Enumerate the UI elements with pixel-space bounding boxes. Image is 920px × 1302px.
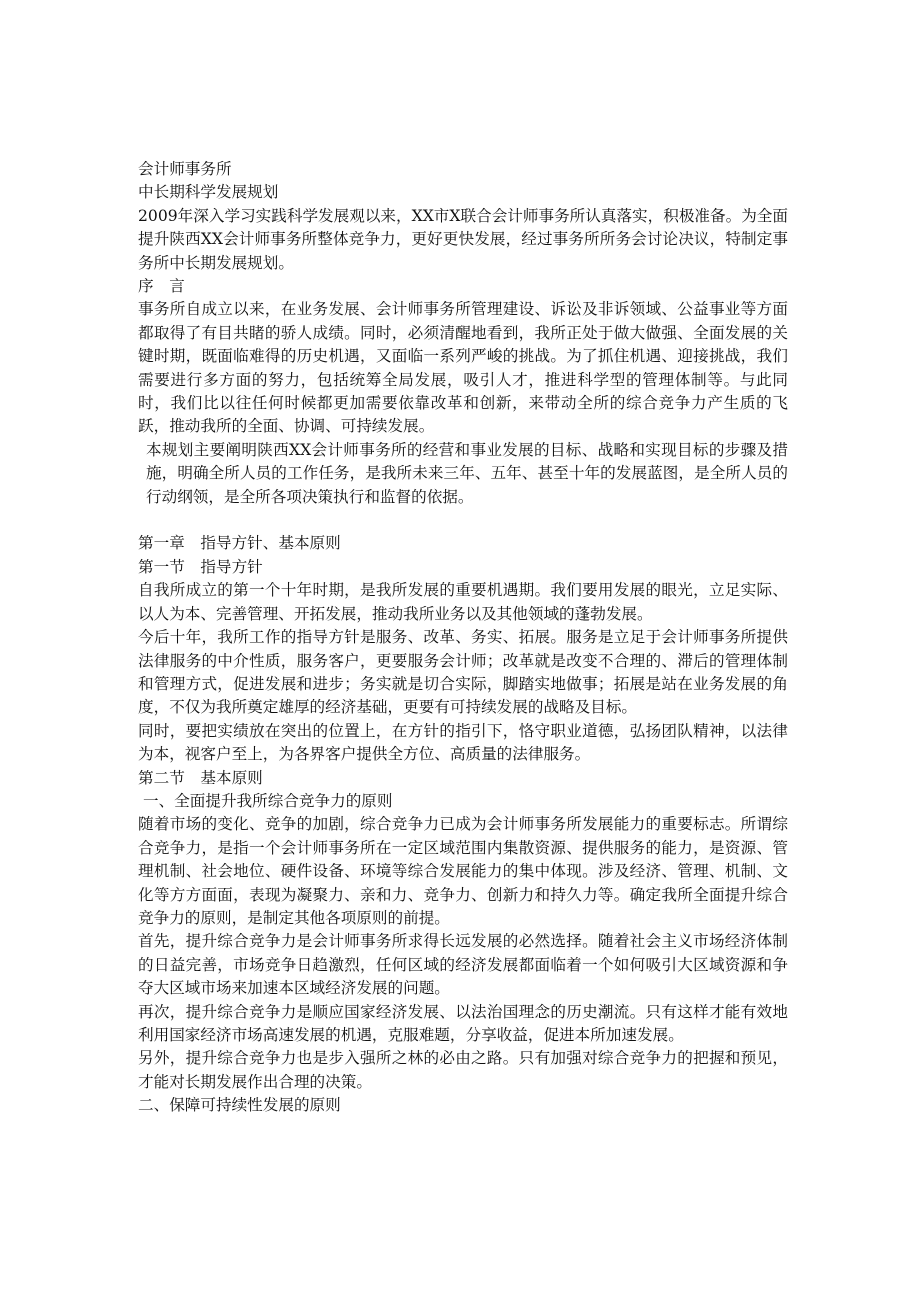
document-title-line2: 中长期科学发展规划 — [138, 183, 279, 202]
blank-line — [138, 509, 788, 532]
section2-heading: 第二节 基本原则 — [138, 768, 263, 787]
section1-heading: 第一节 指导方针 — [138, 557, 263, 576]
chapter1-heading: 第一章 指导方针、基本原则 — [138, 534, 341, 553]
principle2-heading: 二、保障可持续性发展的原则 — [138, 1096, 341, 1115]
section1-paragraph-3: 同时，要把实绩放在突出的位置上，在方针的指引下，恪守职业道德，弘扬团队精神，以法律为本，视客户至上，为各界客户提供全方位、高质量的法律服务。 — [138, 721, 788, 764]
document-page — [138, 158, 788, 1118]
principle1-heading: 一、全面提升我所综合竞争力的原则 — [138, 791, 393, 810]
principle1-paragraph-2: 首先，提升综合竞争力是会计师事务所求得长远发展的必然选择。随着社会主义市场经济体制的日益完善，市场竞争日趋激烈，任何区域的经济发展都面临着一个如何吸引大区域资源和争夺大区域市场来加速本区域经济发展的问题。 — [138, 932, 788, 998]
principle1-paragraph-1: 随着市场的变化、竞争的加剧，综合竞争力已成为会计师事务所发展能力的重要标志。所谓综合竞争力，是指一个会计师事务所在一定区域范围内集散资源、提供服务的能力，是资源、管理机制、社会地位、硬件设备、环境等综合发展能力的集中体现。涉及经济、管理、机制、文化等方方面面，表现为凝聚力、亲和力、竞争力、创新力和持久力等。确定我所全面提升综合竞争力的原则，是制定其他各项原则的前提。 — [138, 815, 788, 927]
document-title-line1: 会计师事务所 — [138, 160, 232, 178]
intro-paragraph: 2009年深入学习实践科学发展观以来，XX市X联合会计师事务所认真落实，积极准备。为全面提升陕西XX会计师事务所整体竞争力，更好更快发展，经过事务所所务会讨论决议，特制定事务所中长期发展规划。 — [138, 206, 788, 272]
section1-paragraph-2: 今后十年，我所工作的指导方针是服务、改革、务实、拓展。服务是立足于会计师事务所提供法律服务的中介性质，服务客户，更要服务会计师；改革就是改变不合理的、滞后的管理体制和管理方式，促进发展和进步；务实就是切合实际，脚踏实地做事；拓展是站在业务发展的角度，不仅为我所奠定雄厚的经济基础，更要有可持续发展的战略及目标。 — [138, 628, 788, 717]
principle1-paragraph-3: 再次，提升综合竞争力是顺应国家经济发展、以法治国理念的历史潮流。只有这样才能有效地利用国家经济市场高速发展的机遇，克服难题，分享收益，促进本所加速发展。 — [138, 1002, 788, 1045]
preface-paragraph-2: 本规划主要阐明陕西XX会计师事务所的经营和事业发展的目标、战略和实现目标的步骤及措施，明确全所人员的工作任务，是我所未来三年、五年、甚至十年的发展蓝图，是全所人员的行动纲领，是全所各项决策执行和监督的依据。 — [146, 440, 788, 506]
section1-paragraph-1: 自我所成立的第一个十年时期，是我所发展的重要机遇期。我们要用发展的眼光，立足实际、以人为本、完善管理、开拓发展，推动我所业务以及其他领域的蓬勃发展。 — [138, 581, 788, 623]
preface-paragraph-1: 事务所自成立以来，在业务发展、会计师事务所管理建设、诉讼及非诉领域、公益事业等方面都取得了有目共睹的骄人成绩。同时，必须清醒地看到，我所正处于做大做强、全面发展的关键时期，既面临难得的历史机遇，又面临一系列严峻的挑战。为了抓住机遇、迎接挑战，我们需要进行多方面的努力，包括统筹全局发展，吸引人才，推进科学型的管理体制等。与此同时，我们比以往任何时候都更加需要依靠改革和创新，来带动全所的综合竞争力产生质的飞跃，推动我所的全面、协调、可持续发展。 — [138, 300, 788, 436]
principle1-paragraph-4: 另外，提升综合竞争力也是步入强所之林的必由之路。只有加强对综合竞争力的把握和预见，才能对长期发展作出合理的决策。 — [138, 1049, 788, 1091]
preface-heading: 序 言 — [138, 277, 185, 296]
